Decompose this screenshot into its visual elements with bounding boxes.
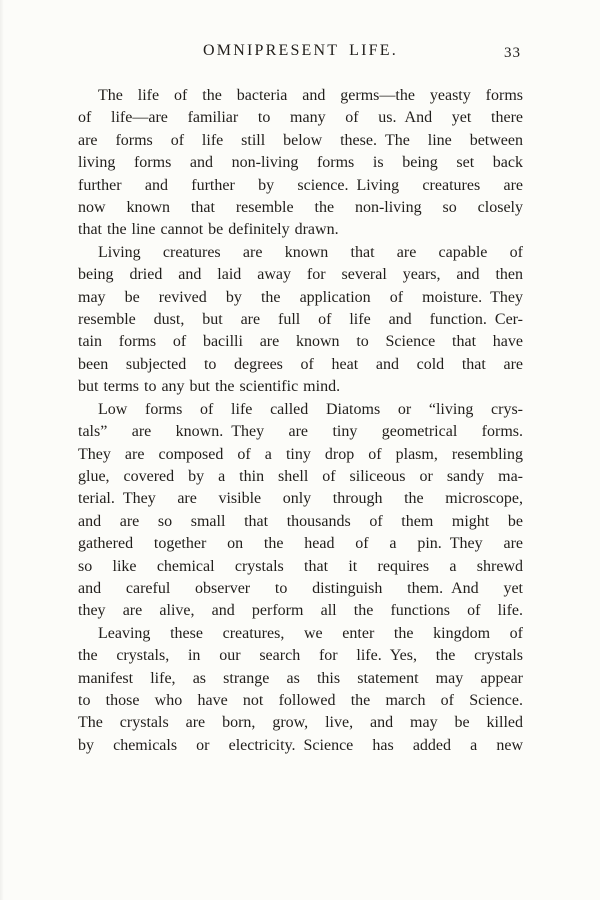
text-line: terial. They are visible only through the microscope, xyxy=(78,490,523,508)
text-line: The crystals are born, grow, live, and may be killed xyxy=(78,714,523,732)
text-line: the crystals, in our search for life. Yes, the crystals xyxy=(78,647,523,665)
text-line: manifest life, as strange as this statement may appear xyxy=(78,669,523,687)
text-line: by chemicals or electricity. Science has added a new xyxy=(78,736,523,754)
text-line: to those who have not followed the march of Science. xyxy=(78,691,523,709)
text-line: They are composed of a tiny drop of plasm, resembling xyxy=(78,445,523,463)
text-line: Leaving these creatures, we enter the kingdom of xyxy=(98,624,523,642)
text-line: now known that resemble the non-living so closely xyxy=(78,199,523,217)
text-line: been subjected to degrees of heat and cold that are xyxy=(78,355,523,373)
paragraph-4 xyxy=(78,623,523,757)
text-line: further and further by science. Living creatures are xyxy=(78,176,523,194)
text-line: resemble dust, but are full of life and function. Cer- xyxy=(78,311,523,329)
text-line: Low forms of life called Diatoms or “living crys- xyxy=(98,400,523,418)
text-line: of life—are familiar to many of us. And yet there xyxy=(78,109,523,127)
text-line: tals” are known. They are tiny geometrical forms. xyxy=(78,423,523,441)
text-line: living forms and non-living forms is being set back xyxy=(78,154,523,172)
text-line: and careful observer to distinguish them. And yet xyxy=(78,579,523,597)
paragraph-3 xyxy=(78,399,523,623)
page-number: 33 xyxy=(504,45,521,61)
text-line: glue, covered by a thin shell of siliceous or sandy ma- xyxy=(78,467,523,485)
running-title: OMNIPRESENT LIFE. xyxy=(203,42,398,59)
page-content xyxy=(78,42,523,757)
text-line: tain forms of bacilli are known to Science that have xyxy=(78,333,523,351)
text-line: gathered together on the head of a pin. They are xyxy=(78,535,523,553)
text-line: Living creatures are known that are capable of xyxy=(98,243,523,261)
text-line: The life of the bacteria and germs—the yeasty forms xyxy=(98,87,523,104)
text-line: that the line cannot be definitely drawn. xyxy=(78,221,339,239)
text-line: may be revived by the application of moisture. They xyxy=(78,288,523,306)
paragraph-2 xyxy=(78,242,523,399)
paragraph-1 xyxy=(78,85,523,242)
text-line: are forms of life still below these. The line between xyxy=(78,131,523,149)
scan-edge xyxy=(0,0,4,900)
text-line: and are so small that thousands of them might be xyxy=(78,512,523,530)
page-header xyxy=(78,42,523,64)
text-line: they are alive, and perform all the functions of life. xyxy=(78,602,523,620)
text-line: so like chemical crystals that it requires a shrewd xyxy=(78,557,523,575)
text-line: but terms to any but the scientific mind. xyxy=(78,378,341,396)
text-line: being dried and laid away for several years, and then xyxy=(78,266,523,284)
